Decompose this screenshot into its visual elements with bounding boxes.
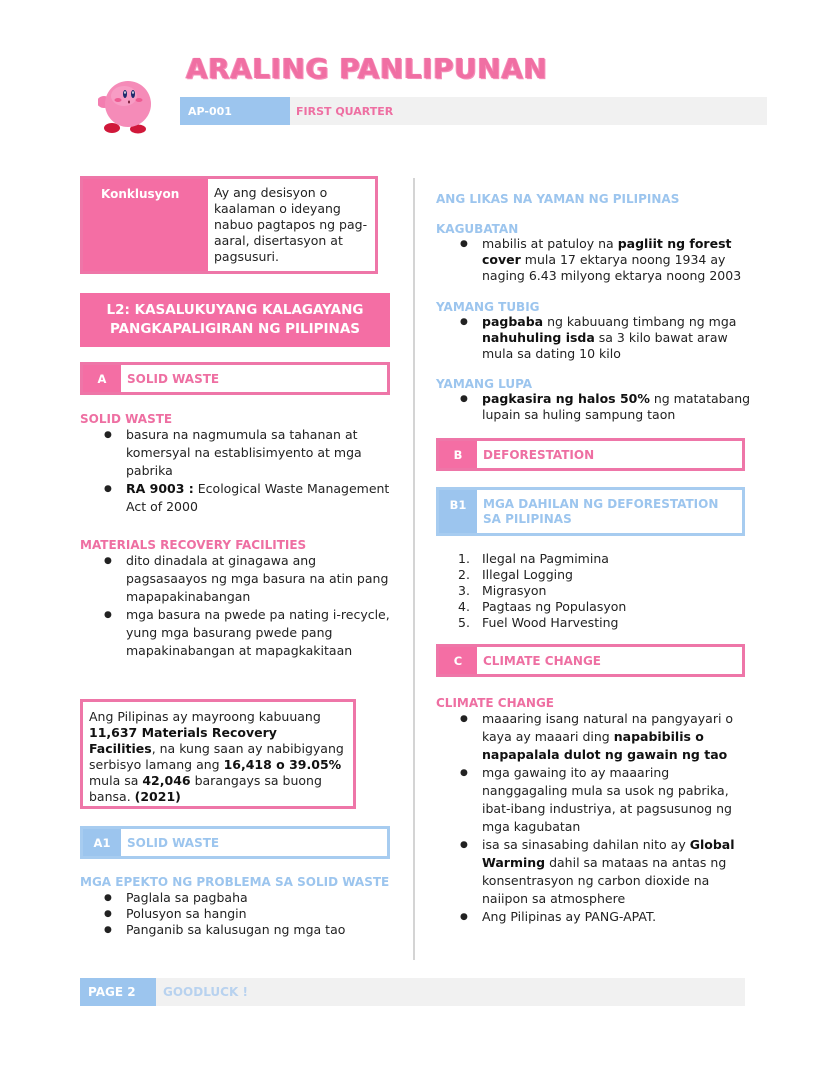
footer-message: GOODLUCK ! [163,985,248,999]
solid-waste-block [80,412,400,516]
list-item: ● mga basura na pwede pa nating i-recycle, yung mga basurang pwede pang mapakinabangan at mapagkakitaan [80,606,400,660]
lupa-block [436,377,756,423]
list-item: 5. Fuel Wood Harvesting [458,615,619,630]
subject-code: AP-001 [180,97,290,125]
quarter-label: FIRST QUARTER [296,104,394,118]
section-title: DEFORESTATION [477,441,742,468]
causes-list [436,551,756,631]
section-title: SOLID WASTE [121,365,387,392]
list-item: ● Polusyon sa hangin [80,906,400,922]
section-label: A [83,365,121,392]
list-item: 4. Pagtaas ng Populasyon [458,599,627,614]
section-c-tag [436,644,745,677]
list-item: ● Ang Pilipinas ay PANG-APAT. [436,908,756,926]
list-item: 2. Illegal Logging [458,567,573,582]
effects-block [80,875,400,938]
section-label: B1 [439,490,477,533]
kagubatan-block [436,222,756,284]
climate-block [436,696,756,926]
effects-heading: MGA EPEKTO NG PROBLEMA SA SOLID WASTE [80,875,390,889]
section-a1-tag [80,826,390,859]
section-label: C [439,647,477,674]
definition-text: Ay ang desisyon o kaalaman o ideyang nabuo pagtapos ng pag-aaral, disertasyon at pagsusuri. [208,179,375,271]
page-number: PAGE 2 [80,978,156,1006]
list-item: ● dito dinadala at ginagawa ang pagsasaayos ng mga basura na atin pang mapapakinabangan [80,552,400,606]
list-item: ● Panganib sa kalusugan ng mga tao [80,922,400,938]
kirby-icon [98,78,158,134]
header-bar [180,97,767,125]
list-item: ● pagkasira ng halos 50% ng matatabang lupain sa huling sampung taon [436,391,756,423]
section-b1-tag [436,487,745,536]
list-item: 3. Migrasyon [458,583,547,598]
list-item: ● RA 9003 : Ecological Waste Management Act of 2000 [80,480,400,516]
page-title: ARALING PANLIPUNAN [186,52,548,85]
section-label: B [439,441,477,468]
resources-heading: ANG LIKAS NA YAMAN NG PILIPINAS [436,192,680,206]
tubig-block [436,300,756,362]
list-item: ● mabilis at patuloy na pagliit ng forest cover mula 17 ektarya noong 1934 ay naging 6.43 milyong ektarya noong 2003 [436,236,756,284]
section-label: A1 [83,829,121,856]
list-item: ● isa sa sinasabing dahilan nito ay Global Warming dahil sa mataas na antas ng konsentrasyon ng carbon dioxide na naiipon sa atmosphere [436,836,756,908]
mrf-heading: MATERIALS RECOVERY FACILITIES [80,538,307,552]
list-item: ● pagbaba ng kabuuang timbang ng mga nahuhuling isda sa 3 kilo bawat araw mula sa dating 10 kilo [436,314,756,362]
footer-bar [80,978,745,1006]
tubig-heading: YAMANG TUBIG [436,300,540,314]
definition-term: Konklusyon [83,179,208,271]
definition-box [80,176,378,274]
section-a-tag [80,362,390,395]
kagubatan-heading: KAGUBATAN [436,222,519,236]
solid-waste-heading: SOLID WASTE [80,412,173,426]
list-item: ● Paglala sa pagbaha [80,890,400,906]
list-item: ● mga gawaing ito ay maaaring nanggagaling mula sa usok ng pabrika, ibat-ibang industriya, at pagsusunog ng mga kagubatan [436,764,756,836]
section-title: CLIMATE CHANGE [477,647,742,674]
section-title: MGA DAHILAN NG DEFORESTATION SA PILIPINAS [477,490,742,533]
statistics-box: Ang Pilipinas ay mayroong kabuuang 11,637 Materials Recovery Facilities, na kung saan ay nabibigyang serbisyo lamang ang 16,418 o 39.05% mula sa 42,046 barangays sa buong bansa. (2021) [80,699,356,809]
section-b-tag [436,438,745,471]
climate-heading: CLIMATE CHANGE [436,696,555,710]
lesson-title-line2: PANGKAPALIGIRAN NG PILIPINAS [109,321,361,337]
lupa-heading: YAMANG LUPA [436,377,533,391]
column-divider [413,178,415,960]
list-item: ● basura na nagmumula sa tahanan at komersyal na establisimyento at mga pabrika [80,426,400,480]
section-title: SOLID WASTE [121,829,387,856]
lesson-banner [80,293,390,347]
list-item: 1. Ilegal na Pagmimina [458,551,609,566]
mrf-block [80,538,400,660]
list-item: ● maaaring isang natural na pangyayari o kaya ay maaari ding napabibilis o napapalala dulot ng gawain ng tao [436,710,756,764]
lesson-title-line1: L2: KASALUKUYANG KALAGAYANG [106,302,364,318]
